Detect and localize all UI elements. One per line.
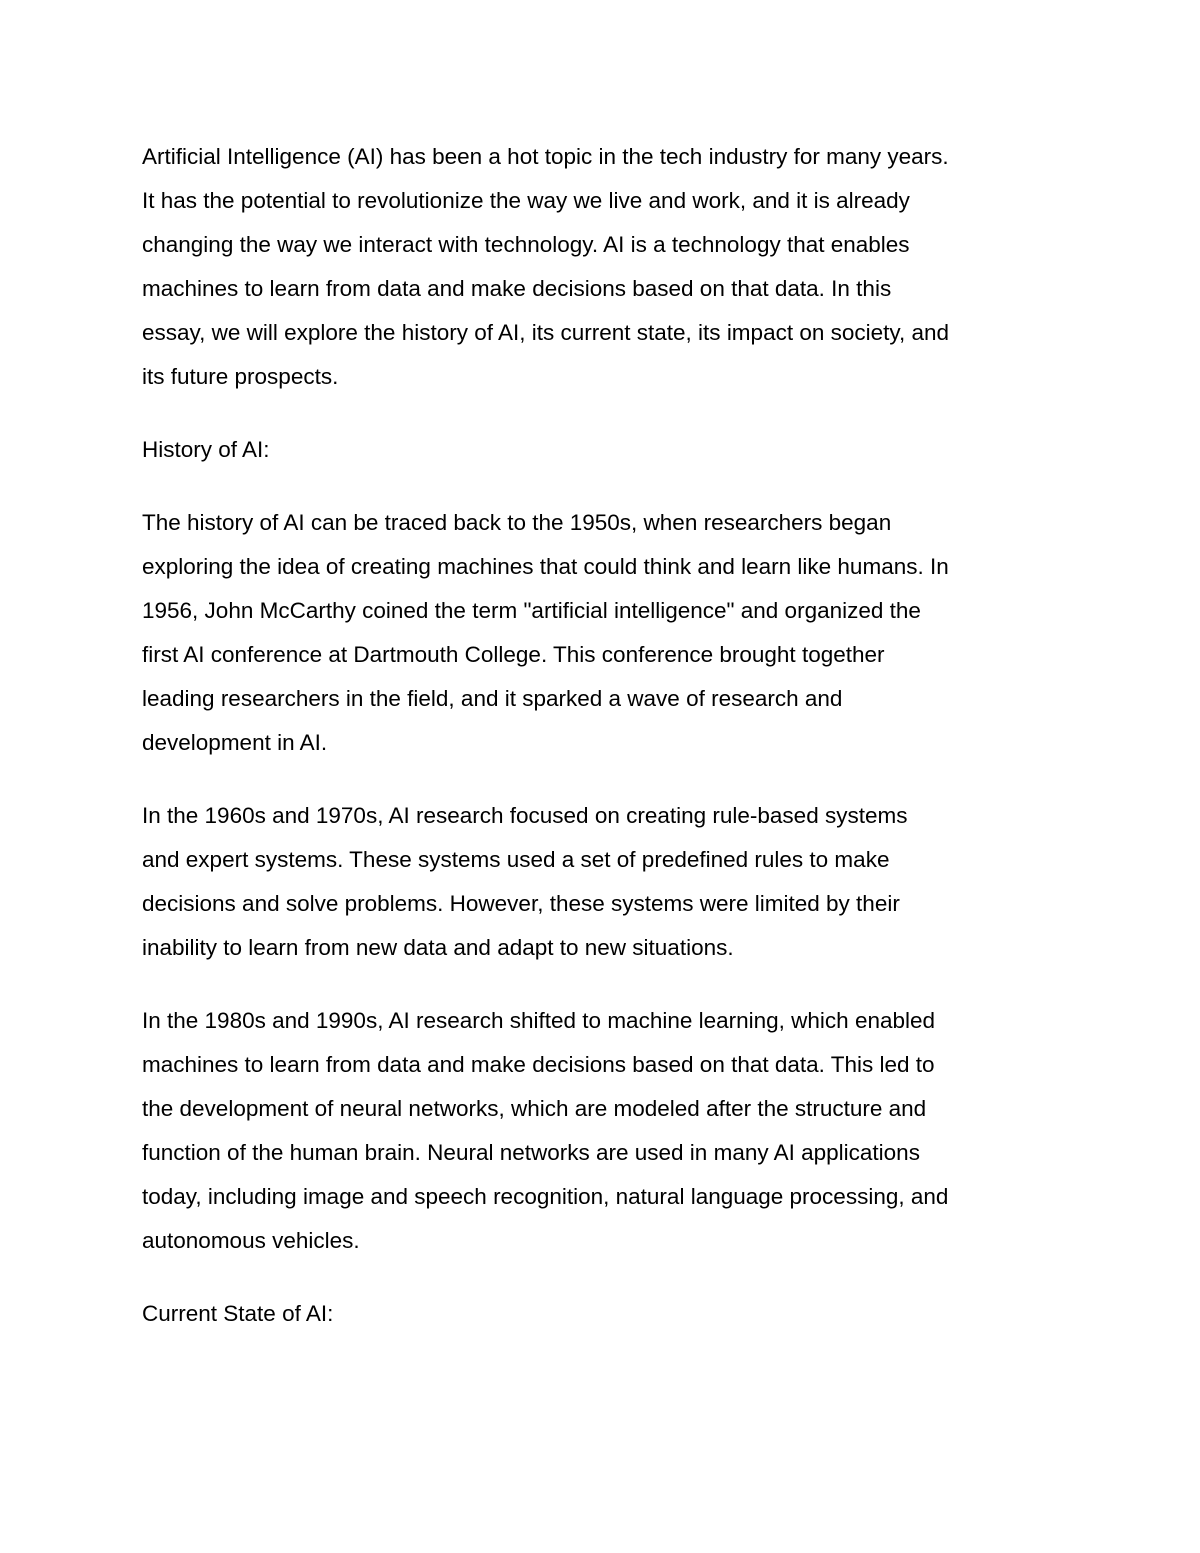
current-state-heading <box>142 1292 1072 1336</box>
text-line: and expert systems. These systems used a set of predefined rules to make <box>142 847 890 872</box>
paragraph-gap <box>142 1263 1072 1292</box>
text-line: today, including image and speech recognition, natural language processing, and <box>142 1184 949 1209</box>
text-line: The history of AI can be traced back to the 1950s, when researchers began <box>142 510 892 535</box>
section-heading: Current State of AI: <box>142 1301 334 1326</box>
text-line: In the 1980s and 1990s, AI research shifted to machine learning, which enabled <box>142 1008 936 1033</box>
paragraph-gap <box>142 765 1072 794</box>
paragraph-gap <box>142 399 1072 428</box>
history-heading <box>142 428 1072 472</box>
text-line: It has the potential to revolutionize the way we live and work, and it is already <box>142 188 910 213</box>
text-line: changing the way we interact with technology. AI is a technology that enables <box>142 232 910 257</box>
text-line: first AI conference at Dartmouth College. This conference brought together <box>142 642 885 667</box>
text-line: 1956, John McCarthy coined the term "artificial intelligence" and organized the <box>142 598 921 623</box>
document-body <box>142 135 1072 1336</box>
text-line: its future prospects. <box>142 364 339 389</box>
text-line: the development of neural networks, which are modeled after the structure and <box>142 1096 927 1121</box>
text-line: machines to learn from data and make decisions based on that data. In this <box>142 276 892 301</box>
text-line: exploring the idea of creating machines that could think and learn like humans. In <box>142 554 949 579</box>
text-line: decisions and solve problems. However, these systems were limited by their <box>142 891 900 916</box>
text-line: In the 1960s and 1970s, AI research focused on creating rule-based systems <box>142 803 908 828</box>
text-line: Artificial Intelligence (AI) has been a hot topic in the tech industry for many years. <box>142 144 949 169</box>
text-line: machines to learn from data and make decisions based on that data. This led to <box>142 1052 935 1077</box>
text-line: autonomous vehicles. <box>142 1228 360 1253</box>
text-line: leading researchers in the field, and it sparked a wave of research and <box>142 686 843 711</box>
history-paragraph-3 <box>142 999 1072 1263</box>
text-line: essay, we will explore the history of AI, its current state, its impact on society, and <box>142 320 950 345</box>
history-paragraph-2 <box>142 794 1072 970</box>
paragraph-gap <box>142 472 1072 501</box>
text-line: inability to learn from new data and adapt to new situations. <box>142 935 734 960</box>
intro-paragraph <box>142 135 1072 399</box>
text-line: function of the human brain. Neural networks are used in many AI applications <box>142 1140 920 1165</box>
section-heading: History of AI: <box>142 437 270 462</box>
history-paragraph-1 <box>142 501 1072 765</box>
paragraph-gap <box>142 970 1072 999</box>
text-line: development in AI. <box>142 730 328 755</box>
